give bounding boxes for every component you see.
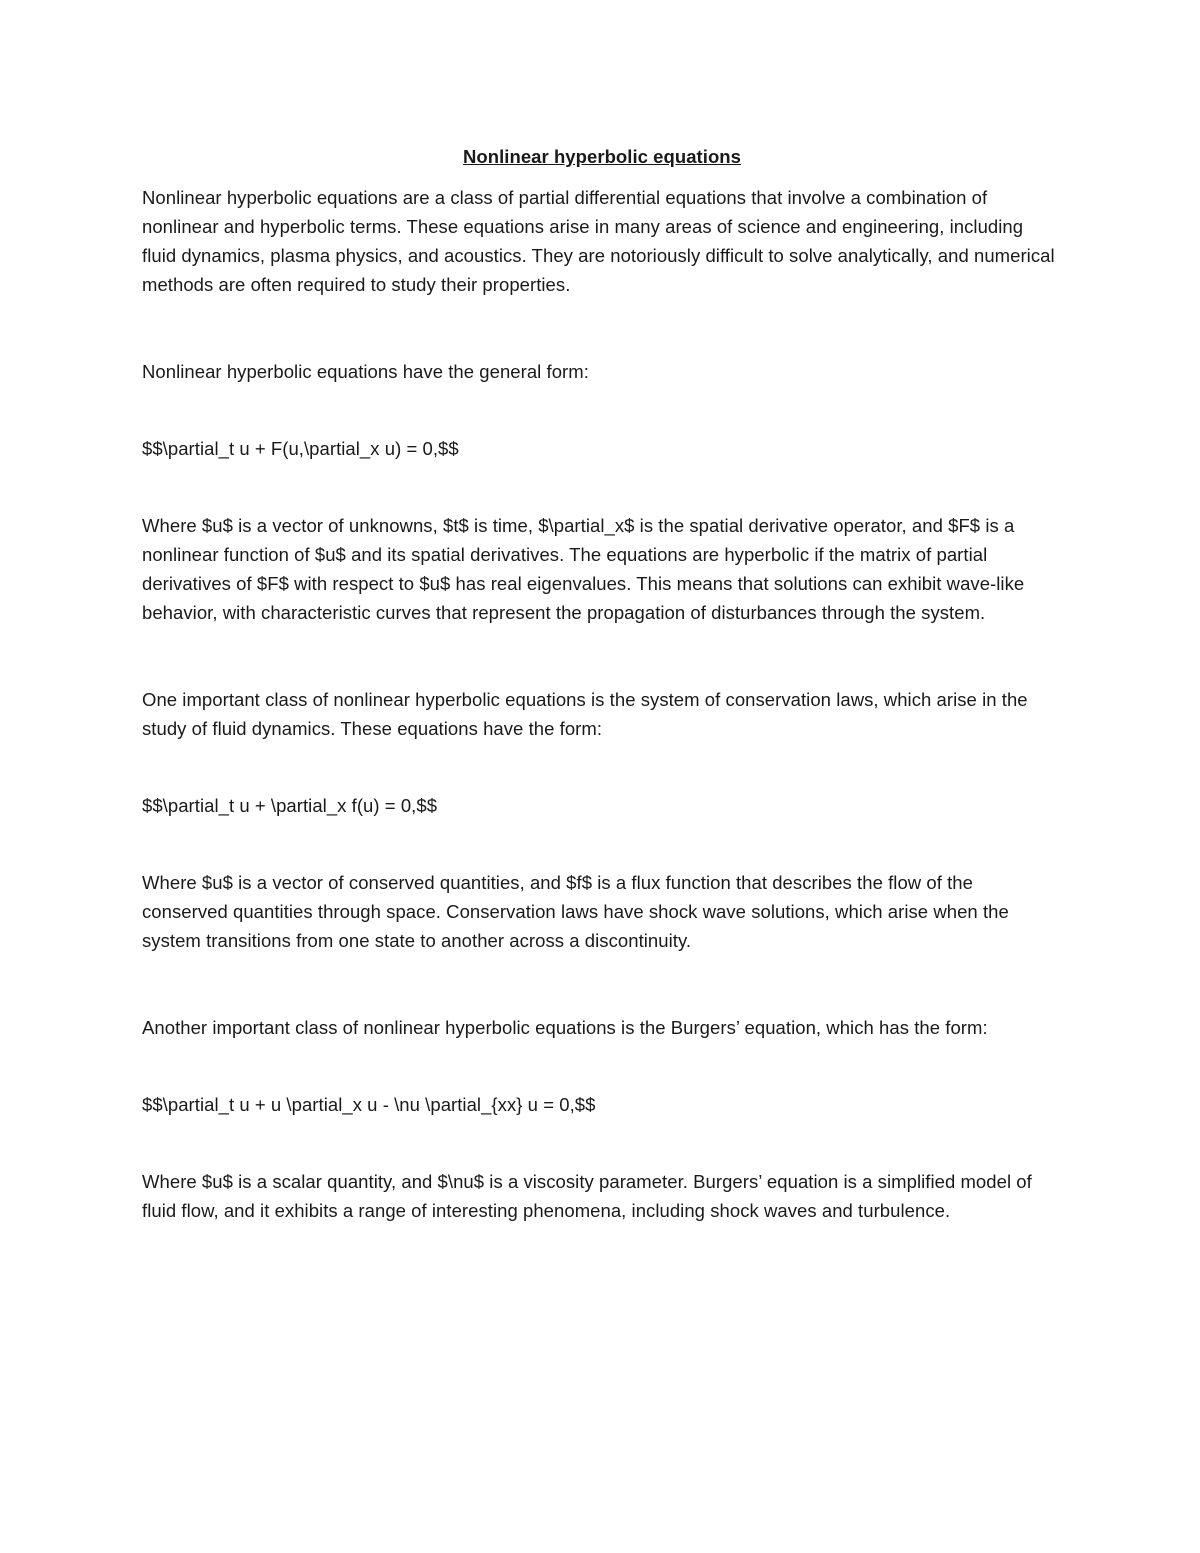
spacer xyxy=(142,955,1062,1013)
document-body xyxy=(142,142,1062,1225)
equation-general: $$\partial_t u + F(u,\partial_x u) = 0,$$ xyxy=(142,438,459,459)
spacer xyxy=(142,386,1062,434)
spacer xyxy=(142,820,1062,868)
paragraph-general-form: Nonlinear hyperbolic equations have the general form: xyxy=(142,361,589,382)
spacer xyxy=(142,463,1062,511)
paragraph-burgers: Another important class of nonlinear hyperbolic equations is the Burgers’ equation, which has the form: xyxy=(142,1017,988,1038)
paragraph-conservation-laws: One important class of nonlinear hyperbolic equations is the system of conservation laws, which arise in the study of fluid dynamics. These equations have the form: xyxy=(142,689,1028,739)
paragraph-conserved-quantities: Where $u$ is a vector of conserved quantities, and $f$ is a flux function that describes the flow of the conserved quantities through space. Conservation laws have shock wave solutions, which arise when the system transitions from one state to another across a discontinuity. xyxy=(142,872,1009,951)
spacer xyxy=(142,627,1062,685)
equation-burgers: $$\partial_t u + u \partial_x u - \nu \partial_{xx} u = 0,$$ xyxy=(142,1094,596,1115)
spacer xyxy=(142,299,1062,357)
paragraph-intro: Nonlinear hyperbolic equations are a class of partial differential equations that involve a combination of nonlinear and hyperbolic terms. These equations arise in many areas of science and engineering, including fluid dynamics, plasma physics, and acoustics. They are notoriously difficult to solve analytically, and numerical methods are often required to study their properties. xyxy=(142,187,1055,295)
spacer xyxy=(142,1119,1062,1167)
paragraph-definitions: Where $u$ is a vector of unknowns, $t$ is time, $\partial_x$ is the spatial derivative operator, and $F$ is a nonlinear function of $u$ and its spatial derivatives. The equations are hyperbolic if the matrix of partial derivatives of $F$ with respect to $u$ has real eigenvalues. This means that solutions can exhibit wave-like behavior, with characteristic curves that represent the propagation of disturbances through the system. xyxy=(142,515,1025,623)
spacer xyxy=(142,743,1062,791)
equation-conservation: $$\partial_t u + \partial_x f(u) = 0,$$ xyxy=(142,795,438,816)
document-title: Nonlinear hyperbolic equations xyxy=(462,146,741,167)
paragraph-burgers-description: Where $u$ is a scalar quantity, and $\nu$ is a viscosity parameter. Burgers’ equation is a simplified model of fluid flow, and it exhibits a range of interesting phenomena, including shock waves and turbulence. xyxy=(142,1171,1032,1221)
spacer xyxy=(142,1042,1062,1090)
